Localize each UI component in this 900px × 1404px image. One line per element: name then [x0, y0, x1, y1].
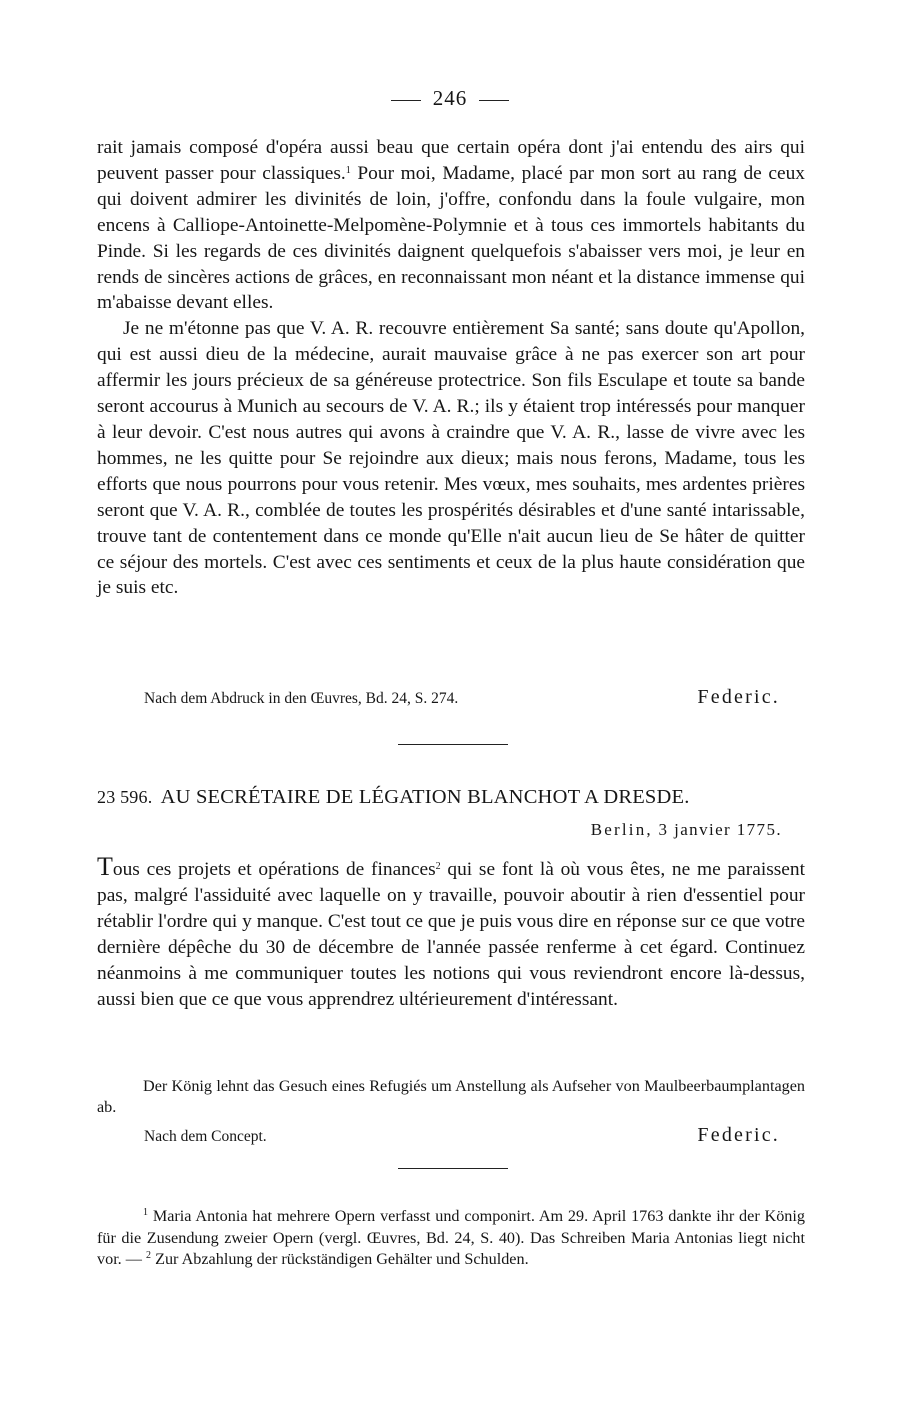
letter1-closing	[144, 686, 780, 709]
footnote-1-mark: 1	[143, 1207, 148, 1218]
footnote-2-mark: 2	[146, 1250, 152, 1261]
letter1-p1b-text: Pour moi, Madame, placé par mon sort au rang de ceux qui doivent admirer les divinités de loin, j'offre, confondu dans la foule vulgaire, mon encens à Calliope-Antoinette-Melpomène-Polymnie et à tous ces immortels habitants du Pinde. Si les regards de ces divinités daignent quelquefois s'abaisser vers moi, je leur en rends de sincères actions de grâces, en reconnaissant mon néant et la distance immense qui m'abaisse devant elles.	[97, 162, 805, 314]
letter2-body	[97, 854, 805, 1012]
dateline-place: Berlin,	[590, 820, 653, 839]
header-dash-right	[479, 100, 509, 101]
letter-title: AU SECRÉTAIRE DE LÉGATION BLANCHOT A DRESDE.	[160, 786, 690, 808]
page-number: 246	[432, 86, 468, 110]
footnote-divider	[398, 1168, 508, 1169]
editorial-note: Der König lehnt das Gesuch eines Refugiés um Anstellung als Aufseher von Maulbeerbaumplantagen ab.	[97, 1077, 805, 1116]
footnote-2-text: Zur Abzahlung der rückständigen Gehälter und Schulden.	[151, 1250, 529, 1268]
letter2-heading	[97, 786, 805, 809]
letter1-source: Nach dem Abdruck in den Œuvres, Bd. 24, S. 274.	[144, 690, 459, 707]
letter1-p1-text: rait jamais composé d'opéra aussi beau que certain opéra dont j'ai entendu des airs qui peuvent passer pour classiques.	[97, 137, 805, 184]
footnotes	[97, 1206, 805, 1271]
letter2-paragraph	[97, 854, 805, 1012]
initial-letter: T	[97, 852, 113, 881]
letter1-paragraph-1	[97, 135, 805, 316]
letter1-body	[97, 135, 805, 601]
letter-number: 23 596.	[97, 787, 153, 807]
header-dash-left	[391, 100, 421, 101]
letter2-source: Nach dem Concept.	[144, 1128, 267, 1145]
footnote-1-text: Maria Antonia hat mehrere Opern verfasst und componirt. Am 29. April 1763 dankte ihr der König für die Zusendung zweier Opern (vergl. Œuvres, Bd. 24, S. 40). Das Schreiben Maria Antonias liegt nicht vor. —	[97, 1207, 805, 1268]
section-divider	[398, 744, 508, 745]
letter2-text-b: qui se font là où vous êtes, ne me paraissent pas, malgré l'assiduité avec laquelle on y travaille, pouvoir aboutir à rien d'essentiel pour rétablir l'ordre qui y manque. C'est tout ce que je puis vous dire en réponse sur ce que votre dernière dépêche du 30 de décembre de l'année passée renferme à cet égard. Continuez néanmoins à me communiquer toutes les notions qui vous reviendront encore là-dessus, aussi bien que ce que vous apprendrez ultérieurement d'intéressant.	[97, 859, 805, 1010]
footnote-ref-1: 1	[345, 164, 351, 176]
letter1-signature: Federic.	[697, 686, 780, 708]
letter2-text-a: ous ces projets et opérations de finances	[112, 859, 436, 880]
letter1-paragraph-2: Je ne m'étonne pas que V. A. R. recouvre entièrement Sa santé; sans doute qu'Apollon, qui est aussi dieu de la médecine, aurait mauvaise grâce à ne pas exercer son art pour affermir les jours précieux de sa généreuse protectrice. Son fils Esculape et toute sa bande seront accourus à Munich au secours de V. A. R.; ils y étaient trop intéressés pour manquer à leur devoir. C'est nous autres qui avons à craindre que V. A. R., lasse de vivre avec les hommes, ne les quitte pour Se rejoindre aux dieux; mais nous ferons, Madame, tous les efforts que nous pourrons pour vous retenir. Mes vœux, mes souhaits, mes ardentes prières seront que V. A. R., comblée de toutes les prospérités désirables et d'une santé intarissable, trouve tant de contentement dans ce monde qu'Elle n'ait aucun lieu de Se hâter de quitter ce séjour des mortels. C'est avec ces sentiments et ceux de la plus haute considération que je suis etc.	[97, 318, 805, 599]
dateline	[591, 820, 782, 840]
footnote-ref-2: 2	[435, 861, 441, 872]
page-header	[0, 86, 900, 111]
letter2-signature: Federic.	[697, 1124, 780, 1146]
letter2-closing	[144, 1124, 780, 1147]
dateline-date: 3 janvier 1775.	[658, 820, 782, 839]
